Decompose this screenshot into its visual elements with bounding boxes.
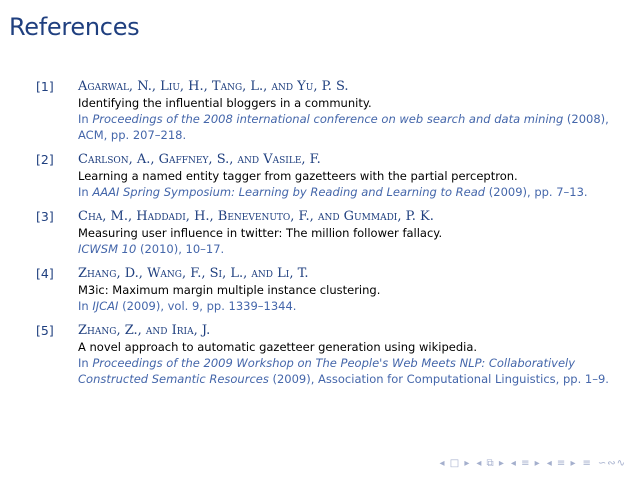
reference-venue: ICWSM 10 (2010), 10–17. bbox=[78, 242, 225, 256]
reference-venue: In Proceedings of the 2008 international conference on web search and data mining (2008), ACM, pp. 207–218. bbox=[78, 112, 609, 142]
reference-authors: Zhang, D., Wang, F., Si, L., and Li, T. bbox=[78, 266, 309, 281]
reference-item bbox=[36, 152, 616, 200]
reference-authors: Zhang, Z., and Iria, J. bbox=[78, 323, 211, 338]
reference-title: M3ic: Maximum margin multiple instance clustering. bbox=[78, 283, 381, 297]
reference-number: [1] bbox=[36, 79, 54, 94]
reference-item bbox=[36, 266, 616, 314]
reference-item bbox=[36, 209, 616, 257]
next-subsection-icon[interactable]: ◂ ≡ ▸ bbox=[546, 458, 577, 469]
reference-authors: Agarwal, N., Liu, H., Tang, L., and Yu, P. S. bbox=[78, 79, 349, 94]
reference-number: [2] bbox=[36, 152, 54, 167]
beamer-navigation bbox=[440, 458, 627, 469]
reference-item bbox=[36, 79, 616, 143]
reference-title: Measuring user influence in twitter: The million follower fallacy. bbox=[78, 226, 443, 240]
prev-section-icon[interactable]: ◂ ⧉ ▸ bbox=[476, 458, 505, 469]
reference-title: Identifying the influential bloggers in a community. bbox=[78, 96, 372, 110]
reference-number: [3] bbox=[36, 209, 54, 224]
reference-authors: Cha, M., Haddadi, H., Benevenuto, F., and Gummadi, P. K. bbox=[78, 209, 434, 224]
reference-number: [4] bbox=[36, 266, 54, 281]
reference-number: [5] bbox=[36, 323, 54, 338]
prev-frame-icon[interactable]: ◂ □ ▸ bbox=[439, 458, 471, 469]
reference-title: Learning a named entity tagger from gazetteers with the partial perceptron. bbox=[78, 169, 518, 183]
reference-venue: In AAAI Spring Symposium: Learning by Reading and Learning to Read (2009), pp. 7–13. bbox=[78, 185, 588, 199]
reference-title: A novel approach to automatic gazetteer generation using wikipedia. bbox=[78, 340, 478, 354]
align-icon[interactable]: ≡ bbox=[582, 458, 592, 469]
reference-item bbox=[36, 323, 616, 387]
reference-venue: In IJCAI (2009), vol. 9, pp. 1339–1344. bbox=[78, 299, 297, 313]
reference-venue: In Proceedings of the 2009 Workshop on The People's Web Meets NLP: Collaboratively Constructed Semantic Resources (2009), Association for Computational Linguistics, pp. 1–9. bbox=[78, 356, 609, 386]
reference-list bbox=[36, 79, 616, 396]
reference-authors: Carlson, A., Gaffney, S., and Vasile, F. bbox=[78, 152, 321, 167]
search-icon[interactable]: ∽∾∿ bbox=[597, 458, 626, 469]
page-title: References bbox=[9, 13, 140, 41]
prev-subsection-icon[interactable]: ◂ ≡ ▸ bbox=[510, 458, 541, 469]
